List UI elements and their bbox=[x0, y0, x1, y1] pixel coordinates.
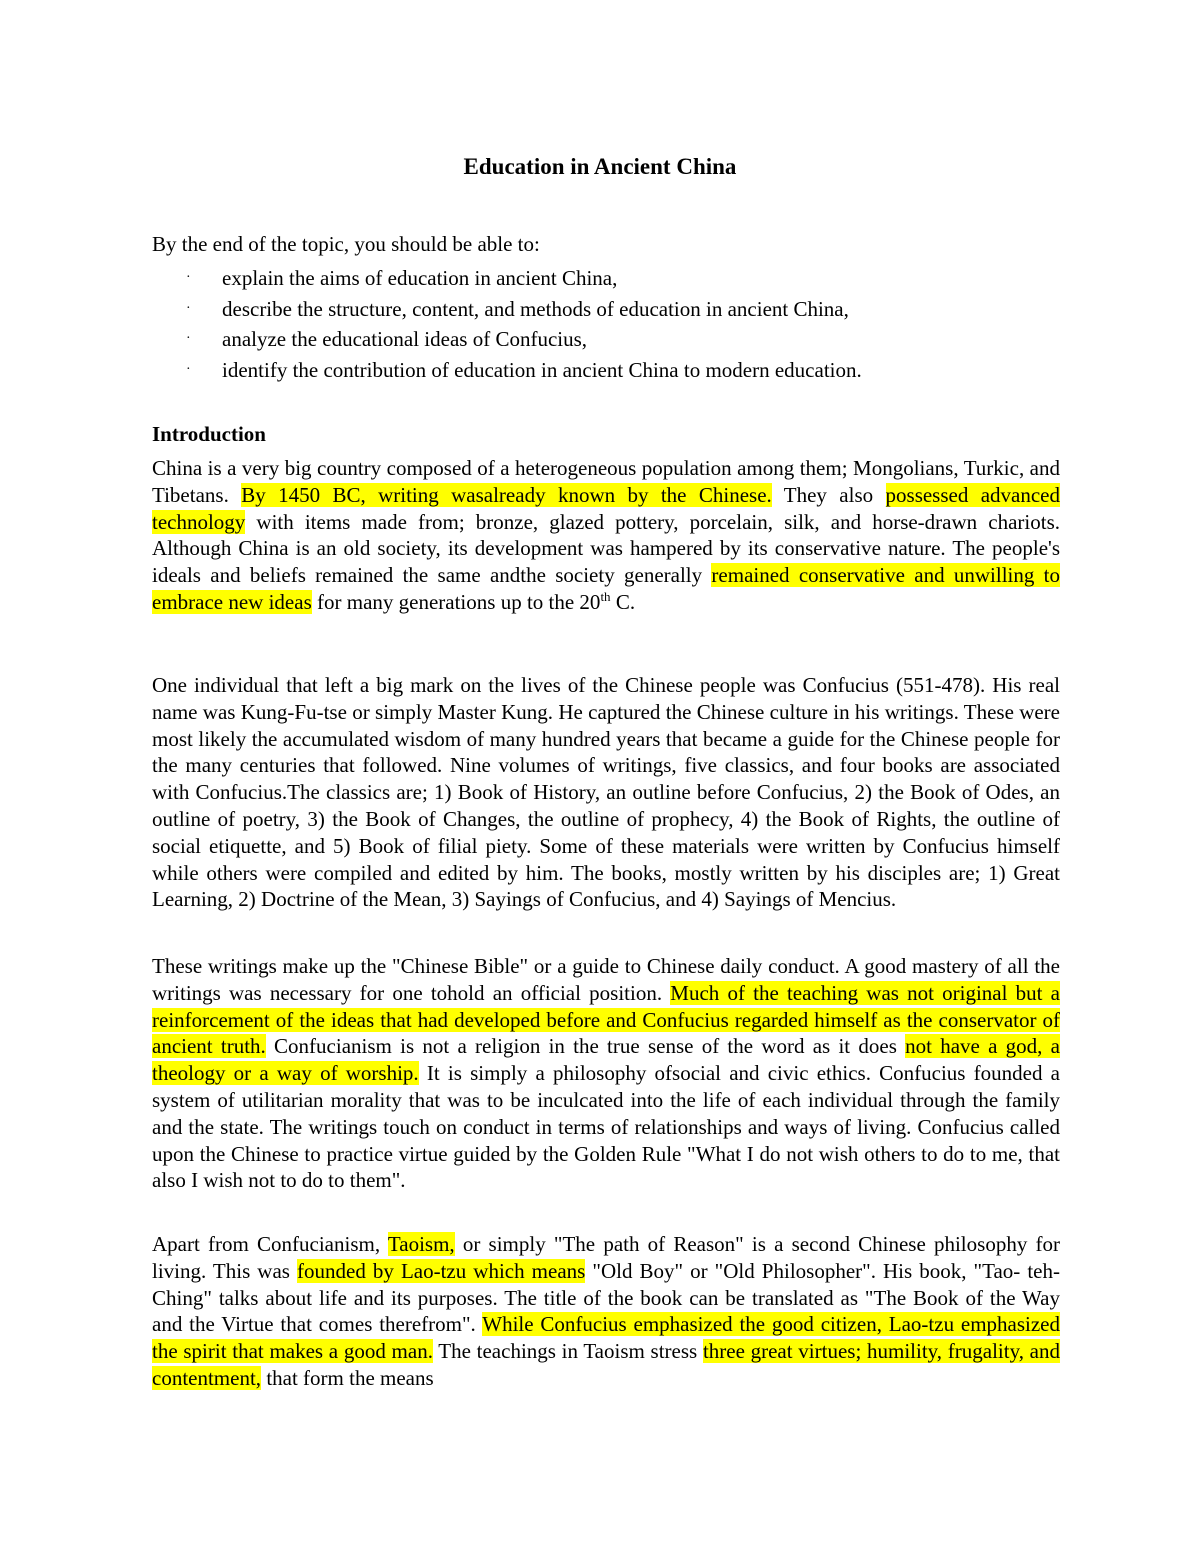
bullet-icon: · bbox=[186, 331, 191, 346]
paragraph-1: China is a very big country composed of a heterogeneous population among them; Mongolians, Turkic, and Tibetans. By 1450 BC, writing wasalready known by the Chinese. They also possessed advanced technology with items made from; bronze, glazed pottery, porcelain, silk, and horse-drawn chariots. Although China is an old society, its development was hampered by its conservative nature. The people's ideals and beliefs remained the same andthe society generally remained conservative and unwilling to embrace new ideas for many generations up to the 20th C. bbox=[152, 456, 1061, 614]
paragraph-3: These writings make up the "Chinese Bible" or a guide to Chinese daily conduct. A good mastery of all the writings was necessary for one tohold an official position. Much of the teaching was not original but a reinforcement of the ideas that had developed before and Confucius regarded himself as the conservator of ancient truth. Confucianism is not a religion in the true sense of the word as it does not have a god, a theology or a way of worship. It is simply a philosophy ofsocial and civic ethics. Confucius founded a system of utilitarian morality that was to be inculcated into the life of each individual through the family and the state. The writings touch on conduct in terms of relationships and ways of living. Confucius called upon the Chinese to practice virtue guided by the Golden Rule "What I do not wish others to do to me, that also I wish not to do to them". bbox=[152, 954, 1061, 1193]
highlight: not have a god, a theology or a way of worship. bbox=[152, 1034, 1060, 1086]
paragraph-4: Apart from Confucianism, Taoism, or simply "The path of Reason" is a second Chinese philosophy for living. This was founded by Lao-tzu which means "Old Boy" or "Old Philosopher". His book, "Tao- teh-Ching" talks about life and its purposes. The title of the book can be translated as "The Book of the Way and the Virtue that comes therefrom". While Confucius emphasized the good citizen, Lao-tzu emphasized the spirit that makes a good man. The teachings in Taoism stress three great virtues; humility, frugality, and contentment, that form the means bbox=[152, 1232, 1061, 1390]
highlight: remained conservative and unwilling to embrace new ideas bbox=[152, 563, 1060, 614]
list-item: · explain the aims of education in ancient China, bbox=[152, 263, 862, 294]
list-item: · describe the structure, content, and methods of education in ancient China, bbox=[152, 294, 862, 325]
highlight: Much of the teaching was not original but a reinforcement of the ideas that had developed before and Confucius regarded himself as the conservator of ancient truth. bbox=[152, 980, 1060, 1059]
paragraph-2: One individual that left a big mark on the lives of the Chinese people was Confucius (551-478). His real name was Kung-Fu-tse or simply Master Kung. He captured the Chinese culture in his writings. These were most likely the accumulated wisdom of many hundred years that became a guide for the Chinese people for the many centuries that followed. Nine volumes of writings, five classics, and four books are associated with Confucius.The classics are; 1) Book of History, an outline before Confucius, 2) the Book of Odes, an outline of poetry, 3) the Book of Changes, the outline of prophecy, 4) the Book of Rights, the outline of social etiquette, and 5) Book of filial piety. Some of these materials were written by Confucius himself while others were compiled and edited by him. The books, mostly written by his disciples are; 1) Great Learning, 2) Doctrine of the Mean, 3) Sayings of Confucius, and 4) Sayings of Mencius. bbox=[152, 673, 1060, 912]
highlight: While Confucius emphasized the good citizen, Lao-tzu emphasized the spirit that makes a good man. bbox=[152, 1312, 1061, 1364]
bullet-icon: · bbox=[186, 361, 191, 377]
document-title: Education in Ancient China bbox=[463, 154, 737, 179]
bullet-icon: · bbox=[186, 270, 191, 285]
highlight: three great virtues; humility, frugality, and contentment, bbox=[152, 1339, 1060, 1390]
highlight: founded by Lao-tzu which means bbox=[297, 1258, 586, 1283]
highlight: By 1450 BC, writing wasalready known by the Chinese. bbox=[241, 482, 772, 507]
list-item: · analyze the educational ideas of Confucius, bbox=[152, 324, 862, 355]
highlight: Taoism, bbox=[387, 1232, 455, 1256]
highlight: possessed advanced technology bbox=[152, 482, 1061, 534]
learning-objectives-list bbox=[152, 263, 862, 385]
learning-objectives-intro: By the end of the topic, you should be able to: bbox=[152, 232, 540, 256]
list-item: · identify the contribution of education in ancient China to modern education. bbox=[152, 355, 862, 386]
section-heading-introduction: Introduction bbox=[152, 422, 266, 446]
bullet-icon: · bbox=[186, 300, 191, 316]
